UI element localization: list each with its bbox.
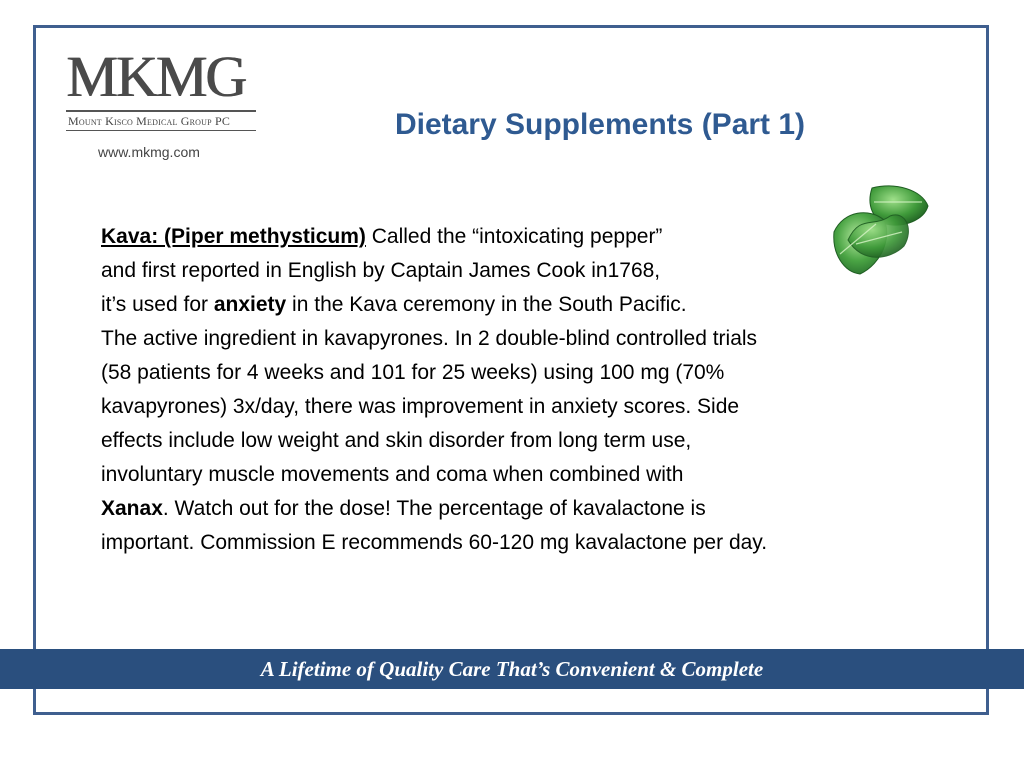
text-line: (58 patients for 4 weeks and 101 for 25 weeks) using 100 mg (70%	[101, 361, 725, 384]
text-line	[101, 288, 941, 322]
slide-title: Dietary Supplements (Part 1)	[394, 108, 806, 141]
kava-heading: Kava: (Piper methysticum)	[101, 225, 366, 248]
text-line	[101, 492, 941, 526]
logo-rule	[66, 130, 256, 131]
text-line: kavapyrones) 3x/day, there was improvement in anxiety scores. Side	[101, 395, 740, 418]
text-span: it’s used for	[101, 293, 214, 316]
text-span: . Watch out for the dose! The percentage of kavalactone is	[162, 497, 706, 520]
text-line	[101, 220, 941, 254]
text-line: important. Commission E recommends 60-120 mg kavalactone per day.	[101, 531, 768, 554]
logo-subtitle: Mount Kisco Medical Group PC	[68, 114, 231, 128]
text-span: Called the “intoxicating pepper”	[365, 225, 663, 248]
mkmg-logo	[66, 44, 256, 168]
anxiety-term: anxiety	[213, 293, 287, 316]
text-line: involuntary muscle movements and coma when combined with	[101, 463, 684, 486]
logo-mark: MKMG	[66, 44, 245, 109]
logo-url: www.mkmg.com	[98, 144, 200, 160]
footer-band	[0, 649, 1024, 689]
text-line: The active ingredient in kavapyrones. In 2 double-blind controlled trials	[101, 327, 758, 350]
text-line: effects include low weight and skin disorder from long term use,	[101, 429, 692, 452]
supplement-description	[101, 220, 941, 560]
logo-rule	[66, 110, 256, 112]
xanax-term: Xanax	[101, 497, 163, 520]
text-span: in the Kava ceremony in the South Pacific.	[286, 293, 687, 316]
footer-tagline: A Lifetime of Quality Care That’s Convenient & Complete	[260, 656, 764, 681]
text-line: and first reported in English by Captain James Cook in1768,	[101, 259, 661, 282]
